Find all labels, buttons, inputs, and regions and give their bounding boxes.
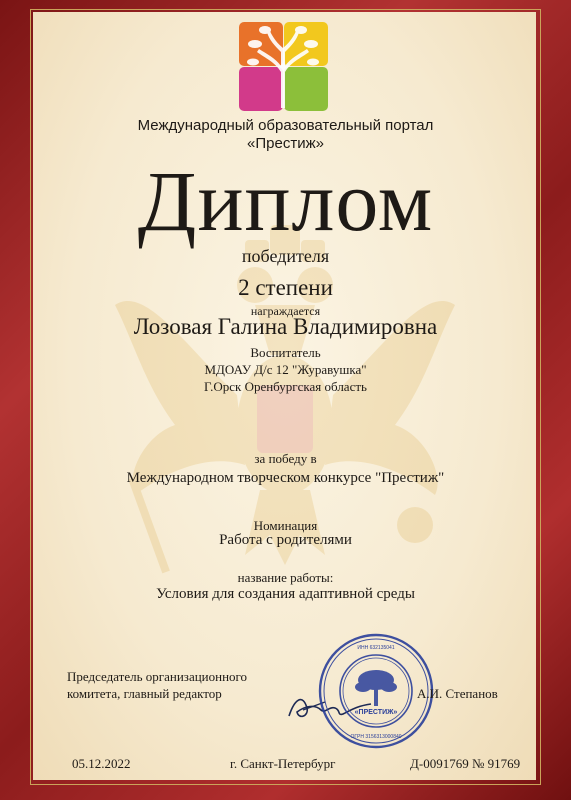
winner-label: победителя [241, 246, 330, 266]
work-title-label: название работы: [237, 570, 334, 585]
signatory-title-line2: комитета, главный редактор [67, 686, 222, 701]
diploma-number: Д-0091769 № 91769 [410, 756, 521, 771]
nomination-value: Работа с родителями [219, 532, 352, 548]
recipient-name: Лозовая Галина Владимировна [133, 314, 438, 339]
victory-label: за победу в [254, 451, 317, 466]
diploma-title: Диплом [137, 153, 434, 249]
prestige-tree-logo [239, 22, 328, 111]
work-title: Условия для создания адаптивной среды [156, 586, 415, 602]
awarded-label: награждается [250, 304, 321, 318]
seal-center-label: «ПРЕСТИЖ» [354, 709, 398, 716]
recipient-organization: МДОАУ Д/с 12 "Журавушка" [204, 362, 367, 377]
recipient-city: Г.Орск Оренбургская область [204, 379, 367, 394]
issue-place: г. Санкт-Петербург [230, 756, 336, 771]
contest-name: Международном творческом конкурсе "Престиж" [126, 470, 445, 486]
nomination-label: Номинация [253, 518, 318, 533]
issue-date: 05.12.2022 [72, 756, 131, 771]
portal-name-line1: Международный образовательный портал [137, 117, 434, 134]
degree-label: 2 степени [238, 275, 333, 300]
portal-name-line2: «Престиж» [247, 135, 324, 152]
signatory-name: А.И. Степанов [417, 686, 498, 701]
recipient-position: Воспитатель [250, 345, 321, 360]
signatory-title-line1: Председатель организационного [67, 669, 248, 684]
seal-inn: ИНН 632135041 [357, 645, 395, 651]
seal-ogrn: ОГРН 3156313000840 [350, 734, 402, 740]
